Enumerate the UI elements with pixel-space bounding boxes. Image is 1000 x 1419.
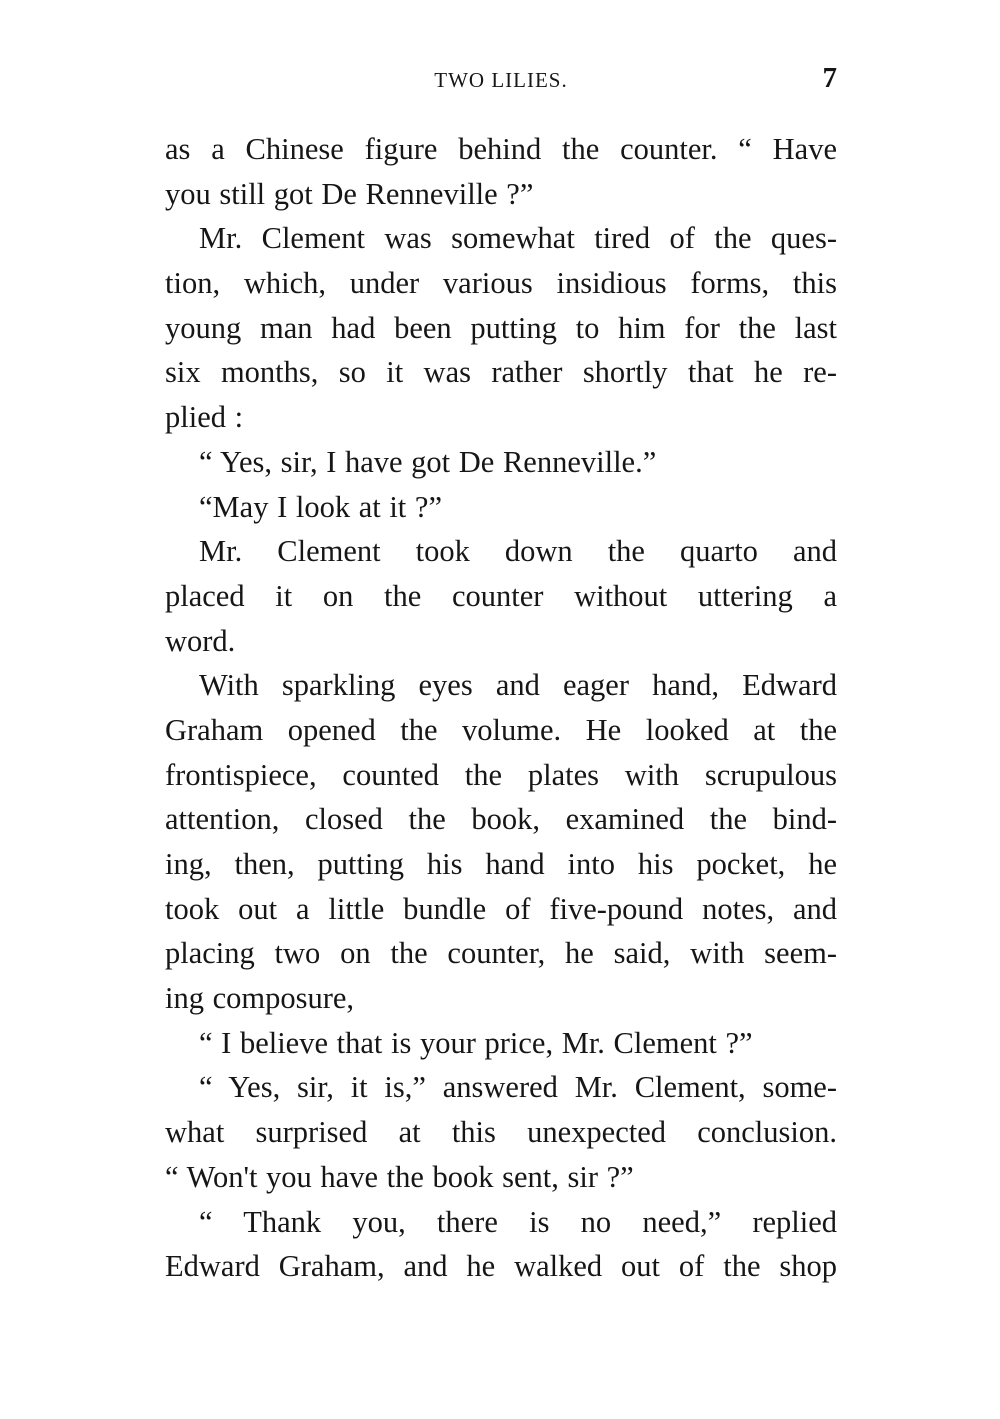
page-number: 7	[822, 62, 837, 94]
text-line: Mr. Clement was somewhat tired of the ques-	[199, 221, 837, 256]
text-line: you still got De Renneville ?”	[165, 176, 534, 211]
text-line: placed it on the counter without uttering a	[165, 578, 837, 613]
text-line: “May I look at it ?”	[199, 489, 442, 524]
text-line: “ Yes, sir, it is,” answered Mr. Clement, some-	[199, 1070, 837, 1105]
text-line: word.	[165, 623, 236, 658]
text-line: “ I believe that is your price, Mr. Clement ?”	[199, 1025, 753, 1060]
text-line: Mr. Clement took down the quarto and	[199, 534, 837, 569]
text-line: With sparkling eyes and eager hand, Edward	[199, 668, 837, 703]
text-line: took out a little bundle of five-pound notes, and	[165, 891, 837, 926]
text-line: tion, which, under various insidious forms, this	[165, 266, 837, 301]
text-line: Graham opened the volume. He looked at the	[165, 712, 837, 747]
body-text	[165, 127, 837, 1289]
running-title: TWO LILIES.	[434, 68, 568, 92]
text-line: ing composure,	[165, 981, 355, 1016]
text-line: “ Thank you, there is no need,” replied	[199, 1204, 837, 1239]
text-line: young man had been putting to him for the last	[165, 310, 837, 345]
text-line: ing, then, putting his hand into his pocket, he	[165, 847, 837, 881]
text-line: “ Won't you have the book sent, sir ?”	[165, 1159, 634, 1194]
text-line: attention, closed the book, examined the bind-	[165, 802, 837, 837]
text-line: “ Yes, sir, I have got De Renneville.”	[199, 444, 657, 479]
text-line: as a Chinese figure behind the counter. “ Have	[165, 132, 837, 166]
text-line: plied :	[165, 400, 244, 435]
page-header	[165, 62, 837, 102]
text-line: six months, so it was rather shortly that he re-	[165, 355, 837, 390]
text-line: frontispiece, counted the plates with scrupulous	[165, 757, 837, 792]
text-line: what surprised at this unexpected conclusion.	[165, 1115, 837, 1150]
text-line: Edward Graham, and he walked out of the shop	[165, 1249, 837, 1284]
text-line: placing two on the counter, he said, with seem-	[165, 936, 837, 971]
